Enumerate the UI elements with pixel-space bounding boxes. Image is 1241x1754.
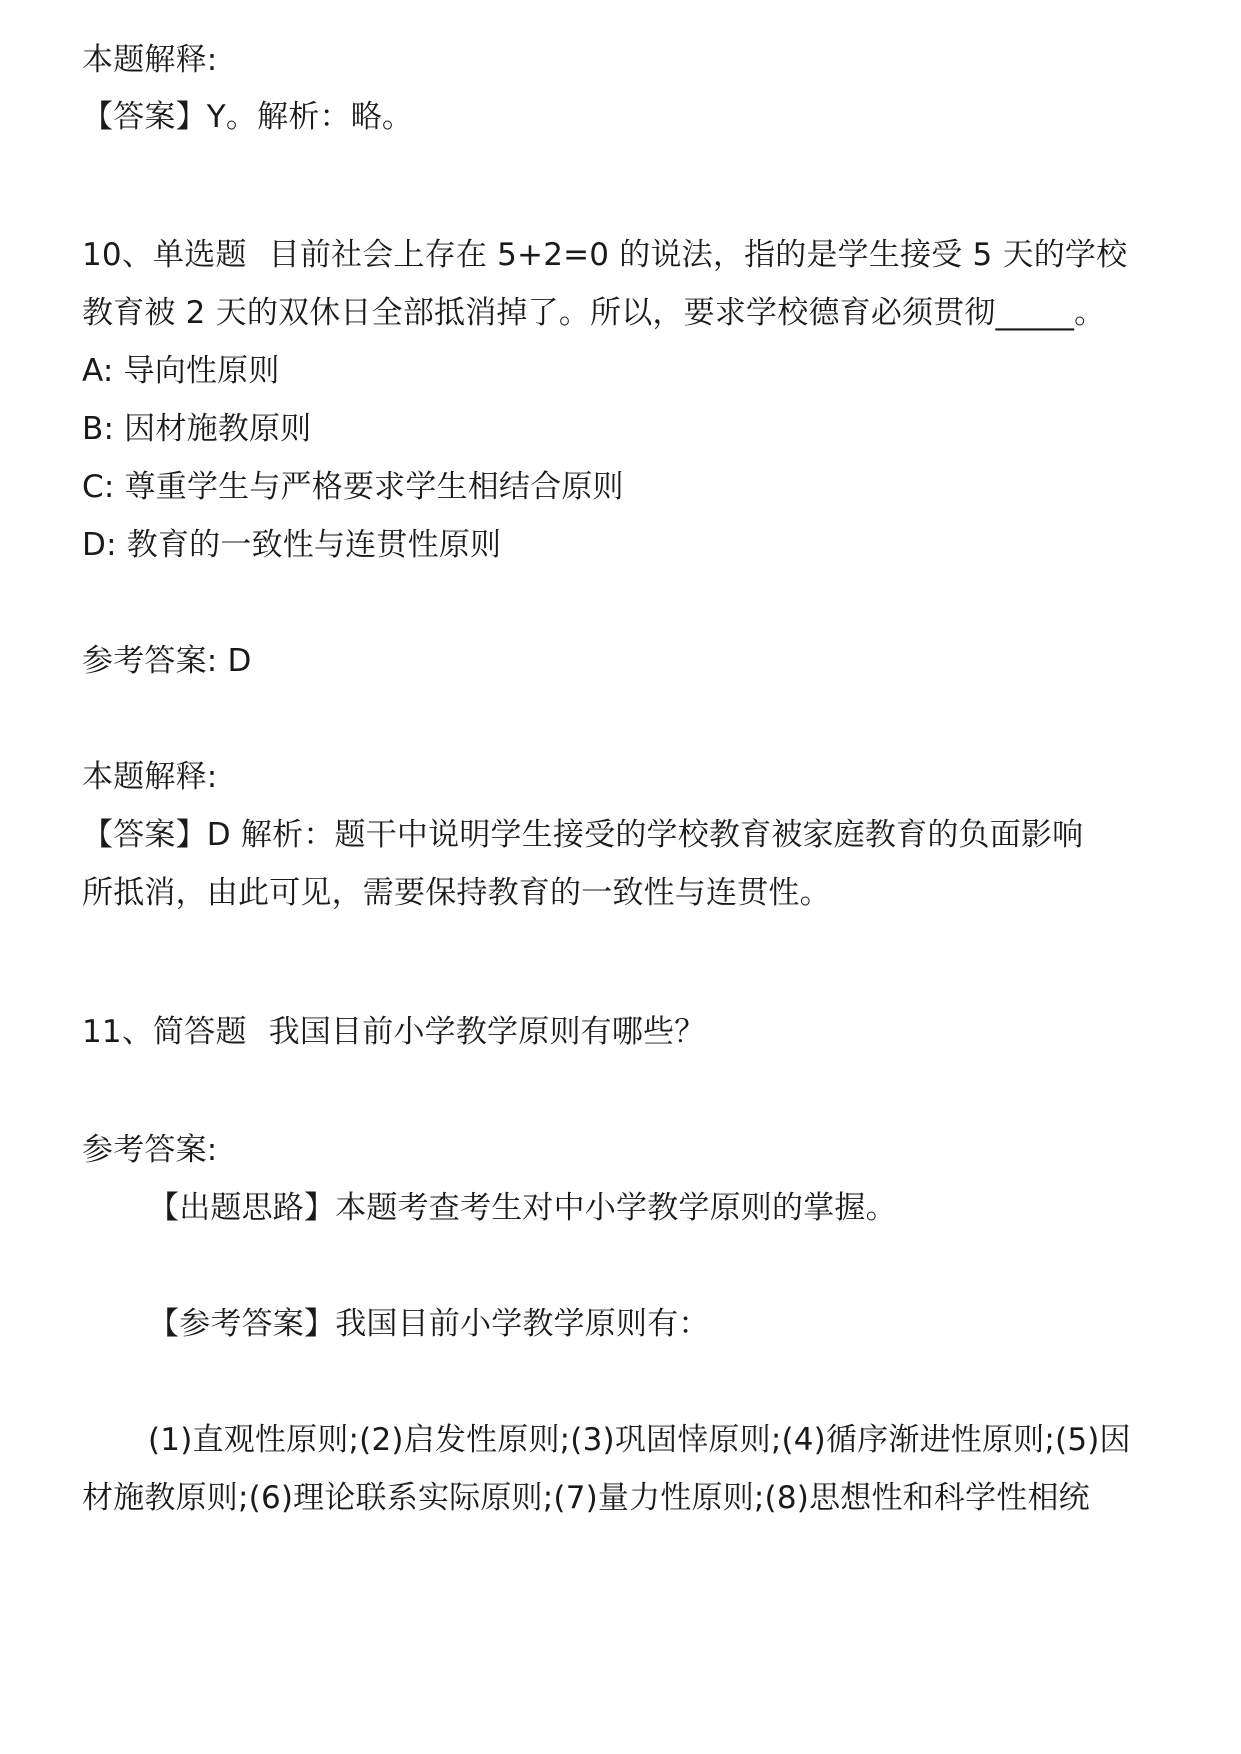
q10-explain-label: 本题解释: [82, 759, 218, 795]
q9-explain-label: 本题解释: [82, 42, 218, 78]
q10-stem-line2: 教育被 2 天的双休日全部抵消掉了。所以，要求学校德育必须贯彻_____。 [82, 295, 1106, 331]
q11-stem [82, 1012, 705, 1052]
q11-list-line2: 材施教原则;(6)理论联系实际原则;(7)量力性原则;(8)思想性和科学性相统 [82, 1480, 1090, 1516]
q10-option-b: B: 因材施教原则 [82, 411, 312, 447]
q11-answer-label: 参考答案: [82, 1132, 218, 1168]
q11-number: 11、简答题 [82, 1014, 247, 1050]
q10-explain-line2: 所抵消，由此可见，需要保持教育的一致性与连贯性。 [82, 875, 831, 911]
q10-option-a: A: 导向性原则 [82, 353, 280, 389]
q10-stem-line1 [82, 235, 1127, 275]
q10-option-c: C: 尊重学生与严格要求学生相结合原则 [82, 469, 624, 505]
q10-stem-text: 目前社会上存在 5+2=0 的说法，指的是学生接受 5 天的学校 [268, 237, 1128, 273]
q10-number: 10、单选题 [82, 237, 247, 273]
q10-explain-line1: 【答案】D 解析：题干中说明学生接受的学校教育被家庭教育的负面影响 [82, 817, 1084, 853]
q11-ref-answer: 【参考答案】我国目前小学教学原则有： [148, 1306, 710, 1342]
q9-explain-text: 【答案】Y。解析：略。 [82, 99, 414, 135]
q10-option-d: D: 教育的一致性与连贯性原则 [82, 527, 502, 563]
q11-list-line1: (1)直观性原则;(2)启发性原则;(3)巩固悻原则;(4)循序渐进性原则;(5)因 [148, 1422, 1131, 1458]
q10-answer: 参考答案: D [82, 643, 252, 679]
q11-stem-text: 我国目前小学教学原则有哪些？ [268, 1014, 706, 1050]
q11-idea: 【出题思路】本题考查考生对中小学教学原则的掌握。 [148, 1190, 897, 1226]
